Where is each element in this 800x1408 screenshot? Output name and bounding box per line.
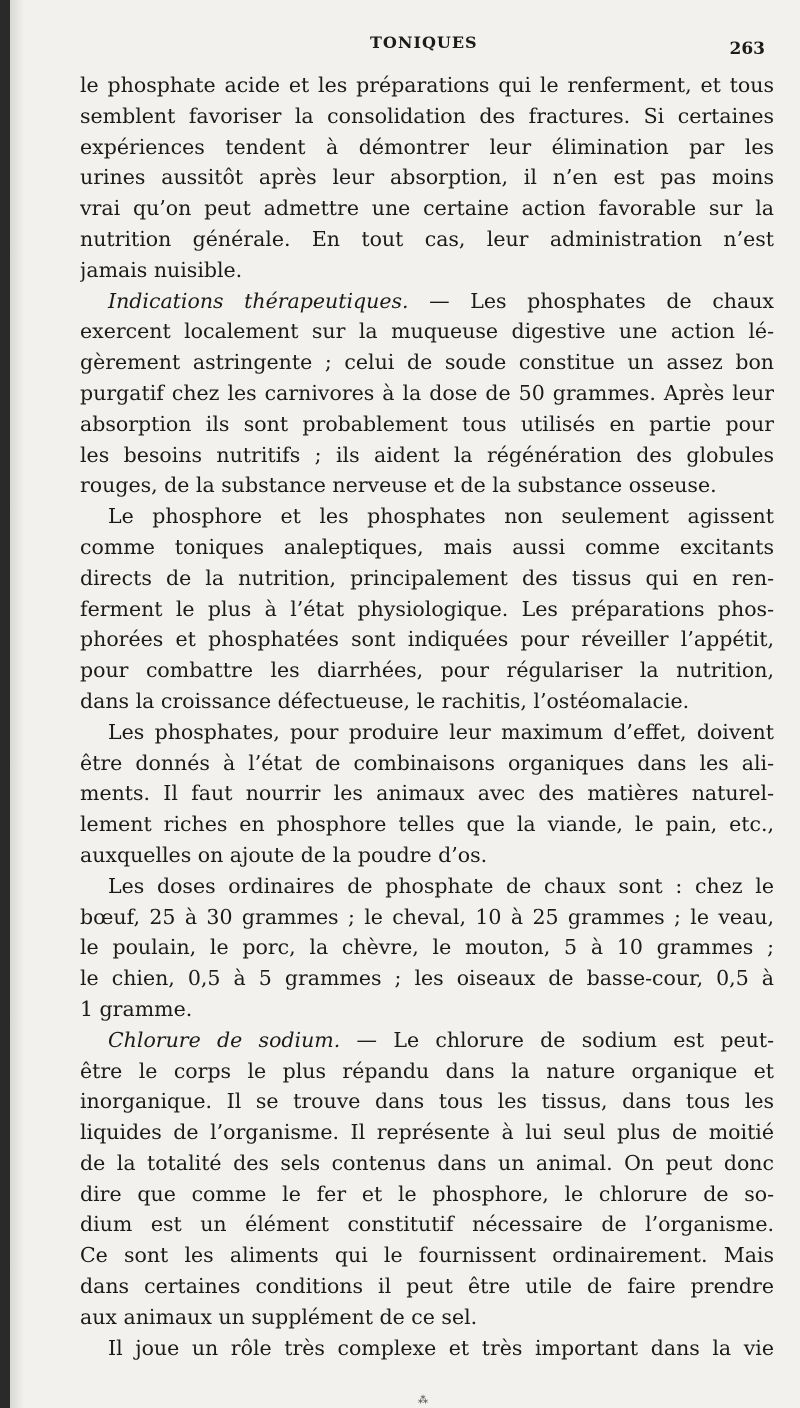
- line-text: nutrition générale. En tout cas, leur administration n’est: [80, 226, 774, 251]
- line-text: auxquelles on ajoute de la poudre d’os.: [80, 842, 488, 867]
- text-line: [80, 1086, 774, 1117]
- text-line: [80, 470, 774, 501]
- text-line: [80, 1117, 774, 1148]
- text-line: [80, 1056, 774, 1087]
- text-line: [80, 1333, 774, 1364]
- line-text: inorganique. Il se trouve dans tous les tissus, dans tous les: [80, 1089, 774, 1114]
- text-line: [80, 902, 774, 933]
- text-line: [80, 840, 774, 871]
- text-line: [80, 1240, 774, 1271]
- line-text: dium est un élément constitutif nécessaire de l’organisme.: [80, 1212, 774, 1237]
- text-line: [80, 686, 774, 717]
- text-line: [80, 563, 774, 594]
- line-text: — Les phosphates de chaux: [408, 288, 774, 313]
- text-line: [80, 871, 774, 902]
- line-text: vrai qu’on peut admettre une certaine action favorable sur la: [80, 196, 774, 221]
- text-line: [80, 1025, 774, 1056]
- line-text: urines aussitôt après leur absorption, il n’en est pas moins: [80, 165, 774, 190]
- text-line: [80, 1209, 774, 1240]
- text-line: [80, 1148, 774, 1179]
- line-text: être le corps le plus répandu dans la nature organique et: [80, 1058, 774, 1083]
- body-text: [80, 70, 774, 1363]
- line-text: le poulain, le porc, la chèvre, le mouton, 5 à 10 grammes ;: [80, 935, 774, 960]
- print-mark: ⁂: [418, 1395, 428, 1406]
- text-line: [80, 778, 774, 809]
- running-head: TONIQUES: [370, 33, 478, 52]
- page-number: 263: [729, 39, 765, 59]
- text-line: [80, 501, 774, 532]
- line-text: comme toniques analeptiques, mais aussi comme excitants: [80, 534, 774, 559]
- text-line: [80, 162, 774, 193]
- text-line: [80, 193, 774, 224]
- text-line: [80, 655, 774, 686]
- line-text: gèrement astringente ; celui de soude constitue un assez bon: [80, 350, 774, 375]
- line-text: bœuf, 25 à 30 grammes ; le cheval, 10 à 25 grammes ; le veau,: [80, 904, 774, 929]
- line-text: Ce sont les aliments qui le fournissent ordinairement. Mais: [80, 1243, 774, 1268]
- line-text: expériences tendent à démontrer leur élimination par les: [80, 134, 774, 159]
- line-text: les besoins nutritifs ; ils aident la régénération des globules: [80, 442, 774, 467]
- text-line: [80, 132, 774, 163]
- text-line: [80, 594, 774, 625]
- line-text: le phosphate acide et les préparations qui le renferment, et tous: [80, 73, 774, 97]
- line-text: Le phosphore et les phosphates non seulement agissent: [108, 504, 774, 529]
- line-text: lement riches en phosphore telles que la viande, le pain, etc.,: [80, 812, 774, 837]
- line-text: aux animaux un supplément de ce sel.: [80, 1304, 478, 1329]
- text-line: [80, 440, 774, 471]
- text-line: [80, 1271, 774, 1302]
- text-line: [80, 378, 774, 409]
- text-line: [80, 532, 774, 563]
- line-text: de la totalité des sels contenus dans un animal. On peut donc: [80, 1150, 774, 1175]
- line-text: semblent favoriser la consolidation des fractures. Si certaines: [80, 103, 774, 128]
- section-heading: Indications thérapeutiques.: [108, 288, 409, 313]
- text-line: [80, 347, 774, 378]
- line-text: 1 gramme.: [80, 996, 193, 1021]
- line-text: directs de la nutrition, principalement des tissus qui en ren-: [80, 565, 774, 590]
- line-text: rouges, de la substance nerveuse et de la substance osseuse.: [80, 473, 717, 498]
- line-text: exercent localement sur la muqueuse digestive une action lé-: [80, 319, 774, 344]
- text-line: [80, 1179, 774, 1210]
- section-heading: Chlorure de sodium.: [108, 1027, 341, 1052]
- line-text: Il joue un rôle très complexe et très important dans la vie: [108, 1335, 774, 1360]
- text-line: [80, 932, 774, 963]
- line-text: pour combattre les diarrhées, pour régulariser la nutrition,: [80, 658, 774, 683]
- line-text: absorption ils sont probablement tous utilisés en partie pour: [80, 411, 774, 436]
- line-text: Les phosphates, pour produire leur maximum d’effet, doivent: [108, 719, 774, 744]
- line-text: ments. Il faut nourrir les animaux avec des matières naturel-: [80, 781, 774, 806]
- line-text: jamais nuisible.: [80, 257, 243, 282]
- line-text: purgatif chez les carnivores à la dose de 50 grammes. Après leur: [80, 380, 774, 405]
- text-line: [80, 224, 774, 255]
- text-line: [80, 717, 774, 748]
- text-line: [80, 963, 774, 994]
- line-text: être donnés à l’état de combinaisons organiques dans les ali-: [80, 750, 774, 775]
- text-line: [80, 809, 774, 840]
- line-text: phorées et phosphatées sont indiquées pour réveiller l’appétit,: [80, 627, 774, 652]
- line-text: — Le chlorure de sodium est peut-: [340, 1027, 774, 1052]
- line-text: dans certaines conditions il peut être utile de faire prendre: [80, 1274, 774, 1299]
- line-text: dire que comme le fer et le phosphore, le chlorure de so-: [80, 1181, 774, 1206]
- text-line: [80, 286, 774, 317]
- book-page: [10, 0, 800, 1408]
- line-text: Les doses ordinaires de phosphate de chaux sont : chez le: [108, 873, 774, 898]
- text-line: [80, 409, 774, 440]
- line-text: dans la croissance défectueuse, le rachitis, l’ostéomalacie.: [80, 688, 690, 713]
- text-line: [80, 70, 774, 101]
- line-text: ferment le plus à l’état physiologique. Les préparations phos-: [80, 596, 774, 621]
- text-line: [80, 316, 774, 347]
- text-line: [80, 255, 774, 286]
- text-line: [80, 748, 774, 779]
- text-line: [80, 101, 774, 132]
- line-text: le chien, 0,5 à 5 grammes ; les oiseaux de basse-cour, 0,5 à: [80, 966, 774, 991]
- text-line: [80, 624, 774, 655]
- text-line: [80, 994, 774, 1025]
- text-line: [80, 1302, 774, 1333]
- line-text: liquides de l’organisme. Il représente à lui seul plus de moitié: [80, 1120, 774, 1145]
